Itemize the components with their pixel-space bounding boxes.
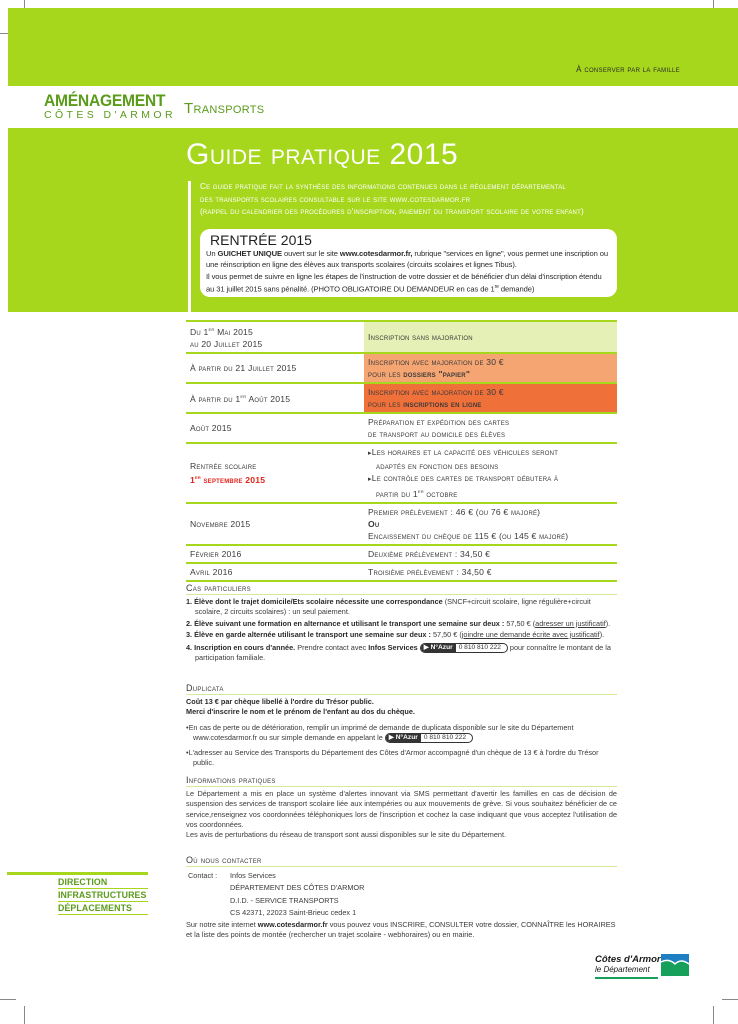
cas-particuliers-section	[186, 583, 617, 665]
contact-line: DÉPARTEMENT DES CÔTES D'ARMOR	[230, 883, 365, 893]
crop-mark	[713, 1006, 714, 1024]
crop-mark	[0, 999, 16, 1000]
azur-phone-badge[interactable]: ▶ N°Azur 0 810 810 222	[420, 643, 508, 653]
table-row	[186, 353, 617, 383]
infos-section	[186, 775, 617, 840]
website-text: Sur notre site internet www.cotesdarmor.fr vous pouvez vous INSCRIRE, CONSULTER votre dossier, CONNAÎTRE les HORAIRES et la liste des points de montée (rechercher un trajet scolaire - webhoraires) ou en mairie.	[186, 920, 616, 940]
rentree-title: RENTRÉE 2015	[210, 232, 312, 248]
website-link[interactable]: www.cotesdarmor.fr,	[339, 249, 413, 258]
info-cell: Troisième prélèvement : 34,50 €	[364, 563, 617, 581]
date-cell: Février 2016	[186, 545, 364, 563]
keep-label: À conserver par la famille	[576, 65, 680, 74]
rentree-text	[206, 248, 611, 295]
text: rubrique "services en ligne", vous permet une inscription ou une réinscription en ligne des élèves aux transports scolaires (circuits scolaires et lignes Tibus).	[206, 249, 608, 270]
text: Un	[206, 249, 218, 258]
page-title: Guide pratique 2015	[186, 138, 459, 171]
table-row	[186, 563, 617, 581]
list-item: • En cas de perte ou de détérioration, remplir un imprimé de demande de duplicata disponible sur le site du Département www.cotesdarmor.fr ou sur simple demande en appelant le ▶ N°Azur 0 810 810 222	[186, 723, 617, 744]
date-cell: À partir du 21 Juillet 2015	[186, 353, 364, 383]
list-item: 1. Élève dont le trajet domicile/Ets scolaire nécessite une correspondance (SNCF+circuit scolaire, ligne régulière+circuit scolaire, 2 circuits scolaires) : un seul paiement.	[186, 597, 591, 617]
logo-underline	[595, 977, 658, 979]
table-row	[186, 503, 617, 545]
contact-line: Infos Services	[230, 871, 276, 880]
contact-table	[186, 869, 366, 920]
duplicata-cost: Coût 13 € par chèque libellé à l'ordre du Trésor public. Merci d'inscrire le nom et le prénom de l'enfant au dos du chèque.	[186, 697, 415, 717]
date-cell: Avril 2016	[186, 563, 364, 581]
logo-wave-icon	[661, 954, 689, 976]
nav-item-infrastructures: INFRASTRUCTURES	[58, 890, 147, 900]
guichet-label: GUICHET UNIQUE	[217, 249, 282, 258]
contact-line: CS 42371, 22023 Saint-Brieuc cedex 1	[230, 907, 357, 917]
date-cell: À partir du 1er Août 2015	[186, 383, 364, 413]
logo-line1: Côtes d'Armor	[595, 954, 661, 965]
paragraph: Les avis de perturbations du réseau de transport sont aussi disponibles sur le site du Département.	[186, 830, 507, 840]
rentree-box	[200, 229, 617, 297]
department-nav	[58, 872, 148, 915]
intro-text	[200, 181, 650, 219]
list-item: 2. Élève suivant une formation en alternance et utilisant le transport une semaine sur deux : 57,50 € (adresser un justificatif).	[186, 618, 611, 628]
date-cell: Rentrée scolaire 1er septembre 2015	[186, 443, 364, 503]
info-cell: Inscription avec majoration de 30 € pour les inscriptions en ligne	[364, 383, 617, 413]
info-cell: Inscription avec majoration de 30 € pour les dossiers "papier"	[364, 353, 617, 383]
website-link[interactable]: www.cotesdarmor.fr	[257, 920, 328, 930]
info-cell: Préparation et expédition des cartes de transport au domicile des élèves	[364, 413, 617, 443]
list-item: 4. Inscription en cours d'année. Prendre contact avec Infos Services ▶ N°Azur 0 810 810 222 pour connaître le montant de la participation familiale.	[186, 643, 611, 663]
play-icon: ▶	[423, 644, 431, 652]
date-cell: Août 2015	[186, 413, 364, 443]
department-logo	[595, 955, 661, 979]
duplicata-section	[186, 683, 617, 769]
contact-line: D.I.D. - SERVICE TRANSPORTS	[230, 895, 339, 905]
sup: re	[494, 283, 499, 290]
date-cell: Novembre 2015	[186, 503, 364, 545]
list-item: 3. Élève en garde alternée utilisant le transport une semaine sur deux : 57,50 € (joindre une demande écrite avec justificatif).	[186, 629, 605, 639]
nav-item-direction: DIRECTION	[58, 876, 148, 889]
section-heading: Cas particuliers	[186, 583, 617, 595]
divider	[7, 872, 148, 875]
contact-section	[186, 855, 617, 941]
brand-line2: CÔTES D'ARMOR	[44, 109, 176, 121]
table-row	[186, 321, 617, 353]
info-cell: Inscription sans majoration	[364, 321, 617, 353]
text: ouvert sur le site	[281, 249, 340, 258]
nav-item-deplacements: DÉPLACEMENTS	[58, 902, 148, 915]
date-cell: Du 1er Mai 2015 au 20 Juillet 2015	[186, 321, 364, 353]
intro-line: (rappel du calendrier des procédures d'inscription, paiement du transport scolaire de votre enfant)	[200, 207, 584, 216]
section-heading: Duplicata	[186, 683, 617, 695]
logo-line2: le Département	[595, 965, 650, 974]
play-icon: ▶	[388, 733, 396, 741]
intro-line: Ce guide pratique fait la synthèse des informations contenues dans le règlement départemental	[200, 182, 566, 191]
header-band	[8, 8, 738, 86]
info-cell: Premier prélèvement : 46 € (ou 76 € majoré) Ou Encaissement du chèque de 115 € (ou 145 € majoré)	[364, 503, 617, 545]
section-heading: Informations pratiques	[186, 775, 617, 787]
brand-line1: AMÉNAGEMENT	[44, 91, 166, 110]
info-cell: ▸ Les horaires et la capacité des véhicules seront adaptés en fonction des besoins ▸ Le contrôle des cartes de transport débutera à partir du 1er octobre	[364, 443, 617, 503]
paragraph: Le Département a mis en place un système d'alertes innovant via SMS permettant d'avertir les familles en cas de décision de suspension des services de transport scolaire liée aux intempéries ou aux mouvements de grève. Si vous souhaitez bénéficier de ce service,renseignez vos coordonnées téléphoniques lors de l'inscription et cochez la case indiquant que vous acceptez l'utilisation de vos coordonnées.	[186, 789, 617, 829]
table-row	[186, 413, 617, 443]
section-heading: Où nous contacter	[186, 855, 617, 867]
calendar-table	[186, 320, 617, 582]
brand-logo	[44, 92, 176, 121]
table-row	[186, 545, 617, 563]
intro-line: des transports scolaires consultable sur le site www.cotesdarmor.fr	[200, 194, 471, 204]
text: Il vous permet de suivre en ligne les étapes de l'instruction de votre dossier et de bénéficier d'un délai d'inscription étendu au 31 juillet 2015 sans pénalité. (PHOTO OBLIGATOIRE DU DEMANDEUR en cas de 1	[206, 271, 602, 294]
crop-mark	[722, 999, 738, 1000]
info-cell: Deuxième prélèvement : 34,50 €	[364, 545, 617, 563]
divider	[188, 181, 191, 312]
table-row	[186, 443, 617, 503]
list-item: • L'adresser au Service des Transports du Département des Côtes d'Armor accompagné d'un chèque de 13 € à l'ordre du Trésor public.	[186, 748, 617, 769]
table-row	[186, 383, 617, 413]
section-title: Transports	[184, 100, 265, 117]
text: demande)	[498, 284, 535, 294]
contact-label: Contact :	[188, 871, 218, 880]
crop-mark	[24, 1006, 25, 1024]
azur-phone-badge[interactable]: ▶ N°Azur 0 810 810 222	[385, 733, 473, 743]
